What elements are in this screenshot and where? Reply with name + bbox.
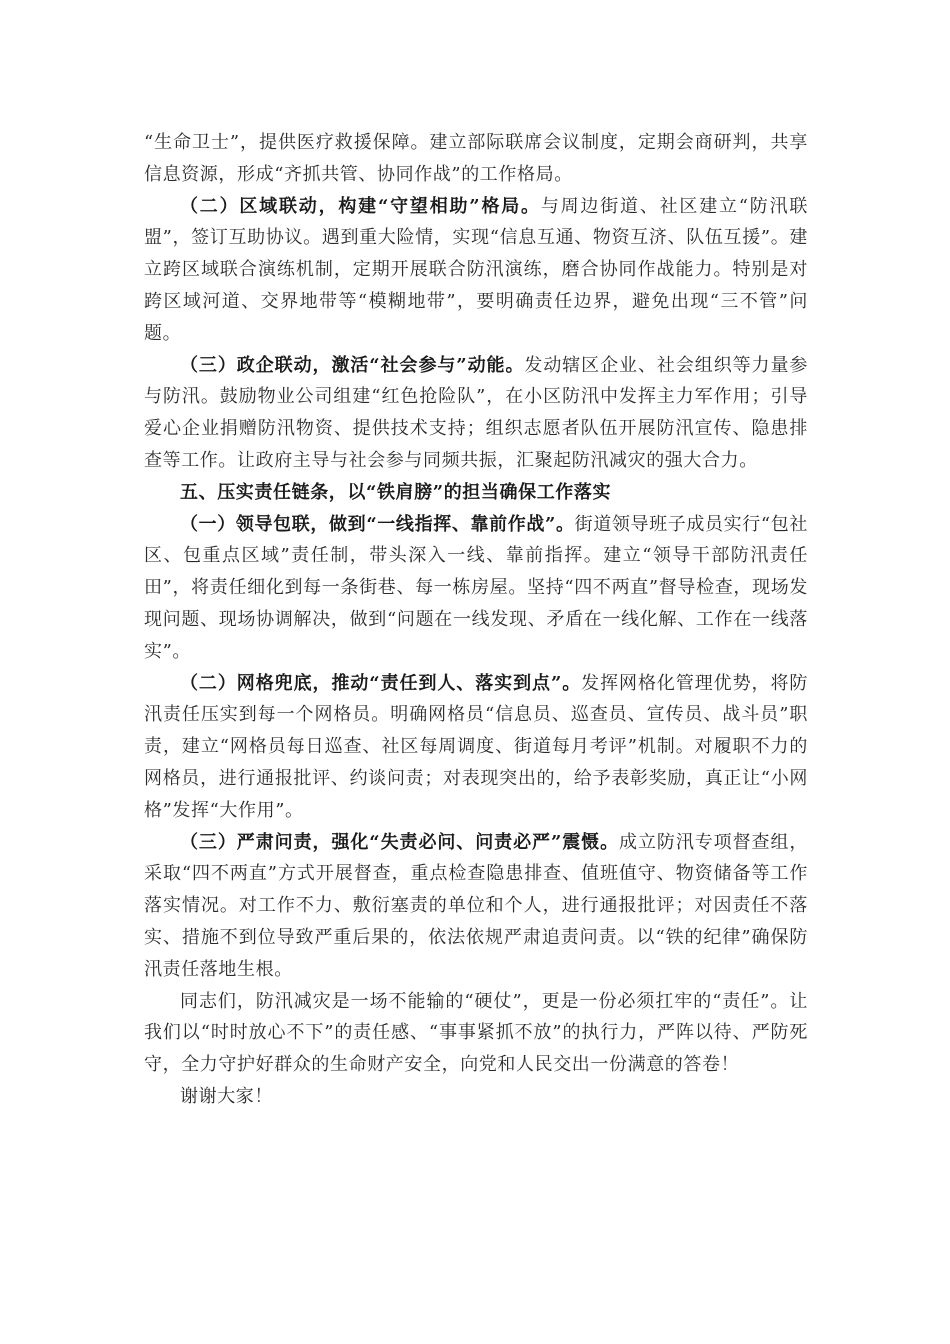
paragraph-regional-linkage <box>144 191 808 350</box>
paragraph-accountability <box>144 827 808 986</box>
paragraph-text: 发动辖区企业、社会组织等力量参与防汛。鼓励物业公司组建“红色抢险队”，在小区防汛中发挥主力军作用；引导爱心企业捐赠防汛物资、提供技术支持；组织志愿者队伍开展防汛宣传、隐患排查等工作。让政府主导与社会参与同频共振，汇聚起防汛减灾的强大合力。 <box>144 354 809 471</box>
paragraph-closing <box>144 986 808 1081</box>
paragraph-continuation <box>144 127 808 191</box>
paragraph-heading: （二）区域联动，构建“守望相助”格局。 <box>180 195 541 217</box>
document-page <box>144 127 808 1113</box>
paragraph-text: “生命卫士”，提供医疗救援保障。建立部际联席会议制度，定期会商研判，共享信息资源，形成“齐抓共管、协同作战”的工作格局。 <box>144 132 808 185</box>
paragraph-text: 成立防汛专项督查组，采取“四不两直”方式开展督查，重点检查隐患排查、值班值守、物资储备等工作落实情况。对工作不力、敷衍塞责的单位和个人，进行通报批评；对因责任不落实、措施不到位导致严重后果的，依法依规严肃追责问责。以“铁的纪律”确保防汛责任落地生根。 <box>144 831 809 980</box>
paragraph-gov-enterprise-linkage <box>144 350 808 477</box>
paragraph-text: 街道领导班子成员实行“包社区、包重点区域”责任制，带头深入一线、靠前指挥。建立“领导干部防汛责任田”，将责任细化到每一条街巷、每一栋房屋。坚持“四不两直”督导检查，现场发现问题、现场协调解决，做到“问题在一线发现、矛盾在一线化解、工作在一线落实”。 <box>144 513 808 662</box>
paragraph-grid <box>144 668 808 827</box>
paragraph-text: 与周边街道、社区建立“防汛联盟”，签订互助协议。遇到重大险情，实现“信息互通、物资互济、队伍互援”。建立跨区域联合演练机制，定期开展联合防汛演练，磨合协同作战能力。特别是对跨区域河道、交界地带等“模糊地带”，要明确责任边界，避免出现“三不管”问题。 <box>144 195 808 344</box>
paragraph-leadership <box>144 509 808 668</box>
section-heading-five: 五、压实责任链条，以“铁肩膀”的担当确保工作落实 <box>180 481 612 503</box>
paragraph-text: 发挥网格化管理优势，将防汛责任压实到每一个网格员。明确网格员“信息员、巡查员、宣传员、战斗员”职责，建立“网格员每日巡查、社区每周调度、街道每月考评”机制。对履职不力的网格员，进行通报批评、约谈问责；对表现突出的，给予表彰奖励，真正让“小网格”发挥“大作用”。 <box>144 672 809 821</box>
paragraph-text: 谢谢大家！ <box>180 1085 273 1107</box>
paragraph-heading: （三）严肃问责，强化“失责必问、问责必严”震慑。 <box>180 831 620 853</box>
paragraph-text: 同志们，防汛减灾是一场不能输的“硬仗”，更是一份必须扛牢的“责任”。让我们以“时时放心不下”的责任感、“事事紧抓不放”的执行力，严阵以待、严防死守，全力守护好群众的生命财产安全，向党和人民交出一份满意的答卷！ <box>144 990 808 1076</box>
paragraph-heading: （二）网格兜底，推动“责任到人、落实到点”。 <box>180 672 582 694</box>
paragraph-thanks <box>144 1081 808 1113</box>
paragraph-heading: （三）政企联动，激活“社会参与”动能。 <box>180 354 525 376</box>
paragraph-heading: （一）领导包联，做到“一线指挥、靠前作战”。 <box>180 513 575 535</box>
